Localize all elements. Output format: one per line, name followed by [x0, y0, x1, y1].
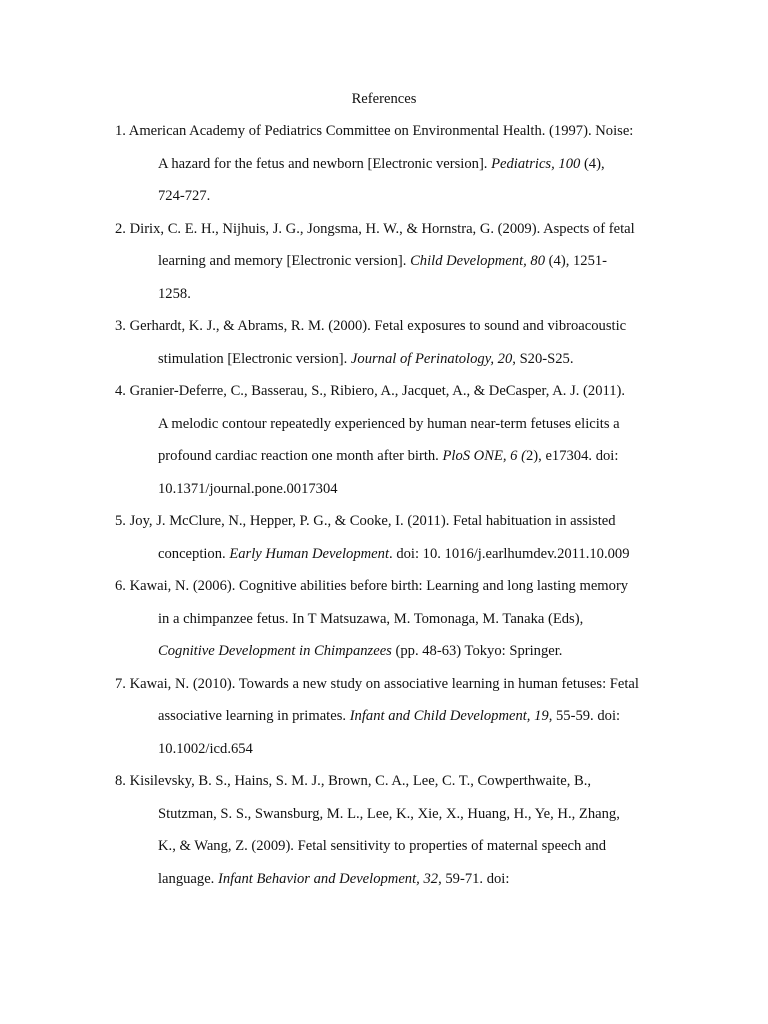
reference-entry-line	[115, 381, 625, 401]
reference-text: , 59-71. doi:	[438, 870, 510, 887]
reference-italic-title: Child Development, 80	[410, 253, 546, 269]
reference-italic-title: Journal of Perinatology, 20	[350, 350, 513, 367]
reference-continuation-line	[158, 609, 583, 629]
reference-italic-title: Pediatrics, 100	[491, 155, 581, 172]
reference-continuation-line	[158, 284, 191, 304]
reference-text: 1. American Academy of Pediatrics Committee on Environmental Health. (1997). Noise:	[115, 123, 634, 139]
reference-continuation-line	[158, 154, 605, 174]
reference-text: profound cardiac reaction one month after birth.	[158, 448, 443, 464]
reference-entry-line	[115, 316, 626, 336]
reference-continuation-line	[158, 186, 210, 206]
reference-text: A hazard for the fetus and newborn [Electronic version].	[158, 155, 492, 172]
reference-continuation-line	[158, 414, 620, 434]
reference-text: 2. Dirix, C. E. H., Nijhuis, J. G., Jongsma, H. W., & Hornstra, G. (2009). Aspects of fetal	[115, 220, 635, 237]
reference-text: 4. Granier-Deferre, C., Basserau, S., Ribiero, A., Jacquet, A., & DeCasper, A. J. (2011).	[115, 383, 626, 399]
reference-text: 1258.	[158, 285, 191, 302]
reference-entry-line	[115, 771, 591, 791]
reference-continuation-line	[158, 349, 574, 369]
page-title: References	[351, 91, 417, 107]
reference-text: conception.	[158, 545, 230, 562]
reference-continuation-line	[158, 739, 253, 759]
reference-italic-title: Infant Behavior and Development, 32	[217, 870, 439, 887]
reference-continuation-line	[158, 446, 618, 466]
reference-text: (4), 1251-	[545, 253, 608, 269]
reference-text: (4),	[580, 155, 605, 172]
reference-text: 7. Kawai, N. (2010). Towards a new study on associative learning in human fetuses: Fetal	[115, 675, 639, 692]
reference-entry-line	[115, 576, 628, 596]
reference-continuation-line	[158, 804, 620, 824]
reference-continuation-line	[158, 251, 607, 271]
reference-text: 3. Gerhardt, K. J., & Abrams, R. M. (2000). Fetal exposures to sound and vibroacoustic	[115, 318, 627, 334]
reference-text: (pp. 48-63) Tokyo: Springer.	[391, 643, 563, 659]
reference-continuation-line	[158, 544, 630, 564]
reference-continuation-line	[158, 836, 606, 856]
reference-text: 2), e17304. doi:	[525, 448, 619, 464]
reference-text: associative learning in primates.	[158, 708, 350, 724]
reference-text: 5. Joy, J. McClure, N., Hepper, P. G., & Cooke, I. (2011). Fetal habituation in assisted	[115, 513, 616, 529]
reference-text: stimulation [Electronic version].	[158, 350, 351, 367]
reference-text: learning and memory [Electronic version].	[158, 253, 411, 269]
reference-italic-title: PloS ONE, 6 (	[442, 448, 526, 464]
reference-continuation-line	[158, 479, 338, 499]
reference-italic-title: Cognitive Development in Chimpanzees	[158, 643, 392, 659]
reference-entry-line	[115, 511, 616, 531]
reference-text: 8. Kisilevsky, B. S., Hains, S. M. J., Brown, C. A., Lee, C. T., Cowperthwaite, B.,	[115, 773, 592, 789]
reference-italic-title: Early Human Development	[229, 545, 390, 562]
reference-text: , S20-S25.	[512, 350, 574, 367]
reference-text: A melodic contour repeatedly experienced by human near-term fetuses elicits a	[158, 415, 620, 432]
reference-entry-line	[115, 219, 635, 239]
reference-text: K., & Wang, Z. (2009). Fetal sensitivity to properties of maternal speech and	[158, 838, 607, 854]
reference-text: , 55-59. doi:	[548, 708, 621, 724]
reference-continuation-line	[158, 706, 620, 726]
reference-text: 6. Kawai, N. (2006). Cognitive abilities before birth: Learning and long lasting memory	[115, 578, 629, 594]
reference-text: 724-727.	[158, 188, 211, 204]
reference-italic-title: Infant and Child Development, 19	[349, 708, 549, 724]
reference-entry-line	[115, 674, 639, 694]
reference-text: 10.1002/icd.654	[158, 740, 253, 757]
reference-entry-line	[115, 121, 633, 141]
reference-text: 10.1371/journal.pone.0017304	[158, 480, 338, 497]
reference-continuation-line	[158, 869, 509, 889]
reference-text: . doi: 10. 1016/j.earlhumdev.2011.10.009	[389, 545, 630, 562]
reference-continuation-line	[158, 641, 562, 661]
reference-text: Stutzman, S. S., Swansburg, M. L., Lee, K., Xie, X., Huang, H., Ye, H., Zhang,	[158, 805, 620, 822]
reference-text: in a chimpanzee fetus. In T Matsuzawa, M. Tomonaga, M. Tanaka (Eds),	[158, 610, 584, 627]
reference-text: language.	[158, 870, 218, 887]
